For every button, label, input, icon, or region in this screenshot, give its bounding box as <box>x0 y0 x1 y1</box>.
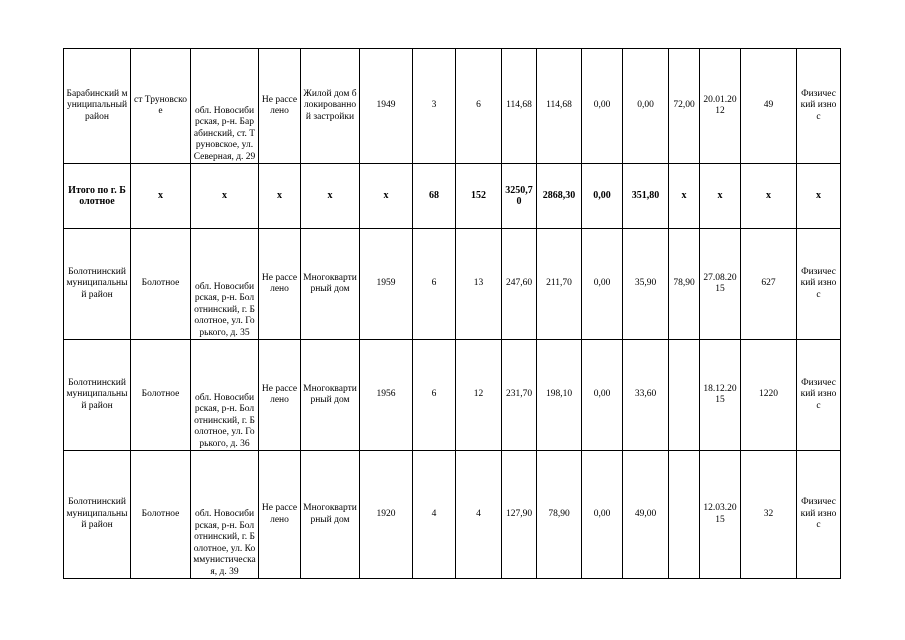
residents-count-cell: 3 <box>413 49 456 164</box>
wear-percent-cell <box>669 340 700 451</box>
wear-percent-cell <box>669 451 700 579</box>
total-area-cell: 114,68 <box>502 49 537 164</box>
municipality-cell: Болотнинский муниципальный район <box>64 451 131 579</box>
reason-cell: Физический износ <box>797 451 841 579</box>
building-type-cell: Многоквартирный дом <box>301 340 360 451</box>
residents-count-cell: 68 <box>413 164 456 229</box>
building-type-cell: x <box>301 164 360 229</box>
year-built-cell: 1920 <box>360 451 413 579</box>
settlement-cell: Болотное <box>131 340 191 451</box>
resettlement-status-cell: Не расселено <box>259 340 301 451</box>
settlement-cell: Болотное <box>131 451 191 579</box>
building-type-cell: Многоквартирный дом <box>301 229 360 340</box>
total-area-cell: 127,90 <box>502 451 537 579</box>
year-built-cell: 1949 <box>360 49 413 164</box>
reason-cell: Физический износ <box>797 340 841 451</box>
address-cell: обл. Новосибирская, р-н. Болотнинский, г. Болотное, ул. Коммунистическая, д. 39 <box>191 451 259 579</box>
apartments-count-cell: 12 <box>456 340 502 451</box>
residents-count-cell: 6 <box>413 340 456 451</box>
address-cell: обл. Новосибирская, р-н. Барабинский, ст. Труновское, ул. Северная, д. 29 <box>191 49 259 164</box>
wear-percent-cell: 78,90 <box>669 229 700 340</box>
wear-percent-cell: 72,00 <box>669 49 700 164</box>
residential-area-cell: 78,90 <box>537 451 582 579</box>
apartments-count-cell: 6 <box>456 49 502 164</box>
residents-count-cell: 6 <box>413 229 456 340</box>
reason-cell: x <box>797 164 841 229</box>
address-cell: x <box>191 164 259 229</box>
non-residential-area-cell: 0,00 <box>582 49 623 164</box>
address-cell: обл. Новосибирская, р-н. Болотнинский, г. Болотное, ул. Горького, д. 35 <box>191 229 259 340</box>
non-residential-area-cell: 0,00 <box>582 229 623 340</box>
non-residential-area-cell: 0,00 <box>582 164 623 229</box>
year-built-cell: x <box>360 164 413 229</box>
resettlement-status-cell: Не расселено <box>259 451 301 579</box>
apartments-count-cell: 4 <box>456 451 502 579</box>
residential-area-cell: 114,68 <box>537 49 582 164</box>
settlement-cell: Болотное <box>131 229 191 340</box>
act-number-cell: 627 <box>741 229 797 340</box>
table-row <box>64 49 841 164</box>
act-date-cell: 12.03.2015 <box>700 451 741 579</box>
table-row <box>64 340 841 451</box>
municipality-cell: Болотнинский муниципальный район <box>64 340 131 451</box>
resettlement-status-cell: Не расселено <box>259 229 301 340</box>
housing-table <box>63 48 841 579</box>
act-date-cell: 18.12.2015 <box>700 340 741 451</box>
building-type-cell: Жилой дом блокированной застройки <box>301 49 360 164</box>
municipality-cell: Барабинский муниципальный район <box>64 49 131 164</box>
apartments-count-cell: 13 <box>456 229 502 340</box>
act-date-cell: x <box>700 164 741 229</box>
removed-area-cell: 33,60 <box>623 340 669 451</box>
settlement-cell: ст Труновское <box>131 49 191 164</box>
reason-cell: Физический износ <box>797 49 841 164</box>
removed-area-cell: 49,00 <box>623 451 669 579</box>
apartments-count-cell: 152 <box>456 164 502 229</box>
table-row <box>64 451 841 579</box>
act-number-cell: 49 <box>741 49 797 164</box>
act-date-cell: 27.08.2015 <box>700 229 741 340</box>
removed-area-cell: 351,80 <box>623 164 669 229</box>
non-residential-area-cell: 0,00 <box>582 340 623 451</box>
act-number-cell: x <box>741 164 797 229</box>
settlement-cell: x <box>131 164 191 229</box>
address-cell: обл. Новосибирская, р-н. Болотнинский, г. Болотное, ул. Горького, д. 36 <box>191 340 259 451</box>
wear-percent-cell: x <box>669 164 700 229</box>
residential-area-cell: 211,70 <box>537 229 582 340</box>
removed-area-cell: 35,90 <box>623 229 669 340</box>
act-number-cell: 1220 <box>741 340 797 451</box>
municipality-cell: Болотнинский муниципальный район <box>64 229 131 340</box>
year-built-cell: 1956 <box>360 340 413 451</box>
act-date-cell: 20.01.2012 <box>700 49 741 164</box>
resettlement-status-cell: x <box>259 164 301 229</box>
total-area-cell: 231,70 <box>502 340 537 451</box>
total-area-cell: 247,60 <box>502 229 537 340</box>
total-area-cell: 3250,70 <box>502 164 537 229</box>
non-residential-area-cell: 0,00 <box>582 451 623 579</box>
residential-area-cell: 198,10 <box>537 340 582 451</box>
residents-count-cell: 4 <box>413 451 456 579</box>
act-number-cell: 32 <box>741 451 797 579</box>
residential-area-cell: 2868,30 <box>537 164 582 229</box>
municipality-cell: Итого по г. Болотное <box>64 164 131 229</box>
year-built-cell: 1959 <box>360 229 413 340</box>
building-type-cell: Многоквартирный дом <box>301 451 360 579</box>
removed-area-cell: 0,00 <box>623 49 669 164</box>
total-row <box>64 164 841 229</box>
table-row <box>64 229 841 340</box>
resettlement-status-cell: Не расселено <box>259 49 301 164</box>
reason-cell: Физический износ <box>797 229 841 340</box>
